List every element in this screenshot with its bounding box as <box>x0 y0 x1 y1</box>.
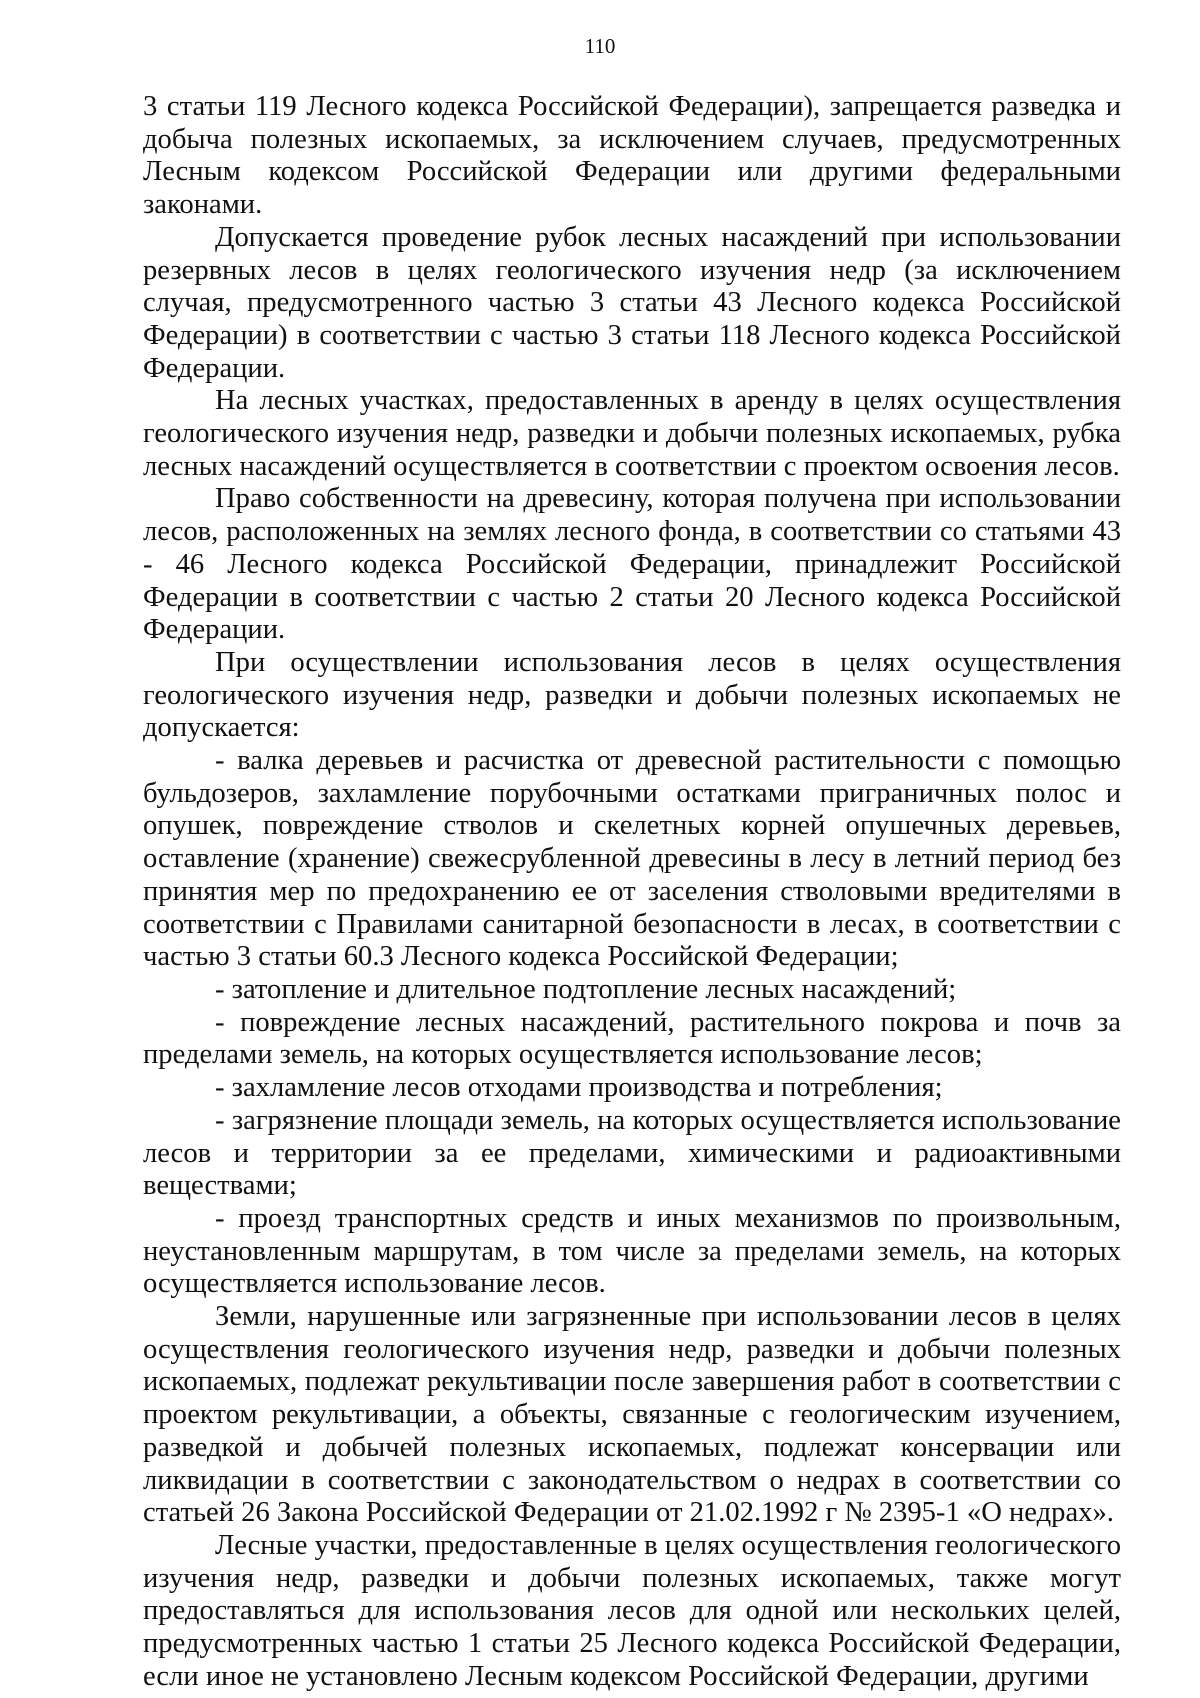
paragraph: Лесные участки, предоставленные в целях осуществления геологического изучения недр, разведки и добычи полезных ископаемых, также могут предоставляться для использования лесов для одной или нескольких целей, предусмотренных частью 1 статьи 25 Лесного кодекса Российской Федерации, если иное не установлено Лесным кодексом Российской Федерации, другими <box>143 1529 1121 1692</box>
paragraph: Право собственности на древесину, которая получена при использовании лесов, расположенных на землях лесного фонда, в соответствии со статьями 43 - 46 Лесного кодекса Российской Федерации, принадлежит Российской Федерации в соответствии с частью 2 статьи 20 Лесного кодекса Российской Федерации. <box>143 483 1121 646</box>
list-item: - захламление лесов отходами производства и потребления; <box>215 1072 943 1104</box>
list-item: - загрязнение площади земель, на которых осуществляется использование лесов и территории за ее пределами, химическими и радиоактивными веществами; <box>143 1104 1121 1202</box>
page-number: 110 <box>584 34 616 58</box>
list-item: - валка деревьев и расчистка от древесной растительности с помощью бульдозеров, захламление порубочными остатками приграничных полос и опушек, повреждение стволов и скелетных корней опушечных деревьев, оставление (хранение) свежесрубленной древесины в лесу в летний период без принятия мер по предохранению ее от заселения стволовыми вредителями в соответствии с Правилами санитарной безопасности в лесах, в соответствии с частью 3 статьи 60.3 Лесного кодекса Российской Федерации; <box>143 745 1121 973</box>
list-item: - проезд транспортных средств и иных механизмов по произвольным, неустановленным маршрутам, в том числе за пределами земель, на которых осуществляется использование лесов. <box>143 1202 1121 1300</box>
list-item: - повреждение лесных насаждений, растительного покрова и почв за пределами земель, на которых осуществляется использование лесов; <box>143 1006 1121 1071</box>
document-body <box>143 91 1121 1693</box>
paragraph: При осуществлении использования лесов в целях осуществления геологического изучения недр, разведки и добычи полезных ископаемых не допускается: <box>143 646 1121 744</box>
list-item: - затопление и длительное подтопление лесных насаждений; <box>215 973 957 1005</box>
paragraph-continuation: 3 статьи 119 Лесного кодекса Российской Федерации), запрещается разведка и добыча полезных ископаемых, за исключением случаев, предусмотренных Лесным кодексом Российской Федерации или другими федеральными законами. <box>143 91 1121 221</box>
paragraph: Допускается проведение рубок лесных насаждений при использовании резервных лесов в целях геологического изучения недр (за исключением случая, предусмотренного частью 3 статьи 43 Лесного кодекса Российской Федерации) в соответствии с частью 3 статьи 118 Лесного кодекса Российской Федерации. <box>143 221 1121 384</box>
paragraph: Земли, нарушенные или загрязненные при использовании лесов в целях осуществления геологического изучения недр, разведки и добычи полезных ископаемых, подлежат рекультивации после завершения работ в соответствии с проектом рекультивации, а объекты, связанные с геологическим изучением, разведкой и добычей полезных ископаемых, подлежат консервации или ликвидации в соответствии с законодательством о недрах в соответствии со статьей 26 Закона Российской Федерации от 21.02.1992 г № 2395-1 «О недрах». <box>143 1301 1121 1529</box>
paragraph: На лесных участках, предоставленных в аренду в целях осуществления геологического изучения недр, разведки и добычи полезных ископаемых, рубка лесных насаждений осуществляется в соответствии с проектом освоения лесов. <box>143 385 1121 482</box>
